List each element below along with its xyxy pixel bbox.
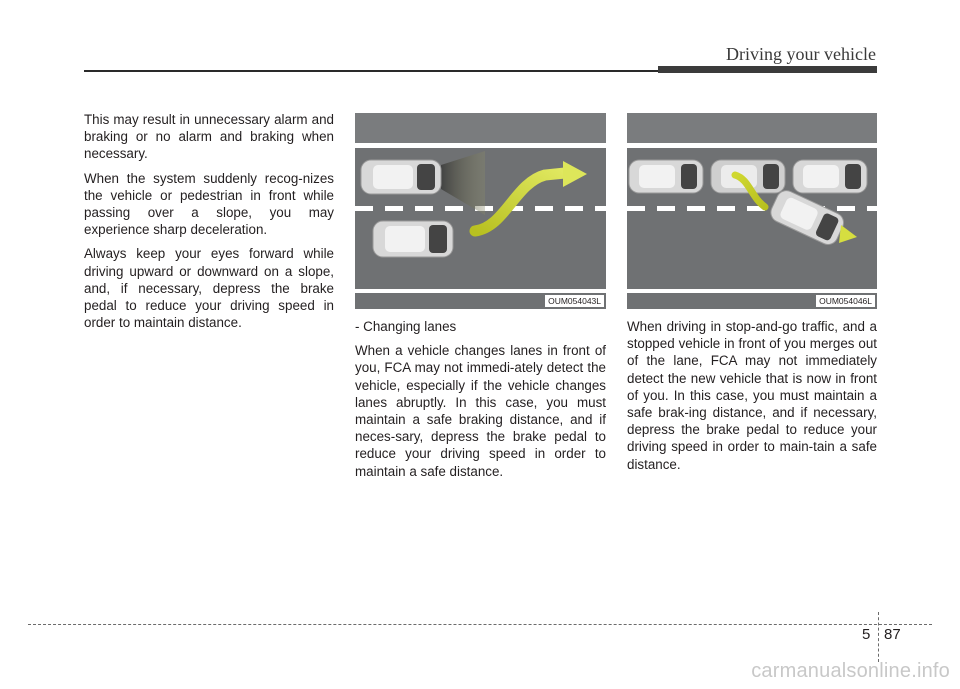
- footer-rule: [28, 624, 932, 625]
- text-column-2: [355, 318, 606, 487]
- figure-code: OUM054043L: [545, 295, 604, 307]
- road-illustration-changing-lanes: [355, 113, 606, 309]
- lane-dashed-line: [627, 206, 877, 211]
- figure-stop-and-go: [627, 113, 877, 309]
- text-column-1: [84, 111, 334, 338]
- car-icon: [373, 221, 453, 257]
- car-icon: [629, 160, 703, 193]
- car-icon: [793, 160, 867, 193]
- page-number: 87: [884, 626, 901, 643]
- lane-edge-line: [627, 143, 877, 148]
- paragraph: When a vehicle changes lanes in front of you, FCA may not immedi-ately detect the vehicle, especially if the vehicle changes lanes abruptly. In this case, you must maintain a safe braking distance, and if neces-sary, depress the brake pedal to reduce your driving speed in order to maintain a safe distance.: [355, 343, 606, 479]
- watermark: carmanualsonline.info: [751, 660, 950, 682]
- page-number-separator: [878, 612, 879, 662]
- paragraph: When driving in stop-and-go traffic, and a stopped vehicle in front of you merges out of the lane, FCA may not immediately detect the new vehicle that is now in front of you. In this case, you must maintain a safe brak-ing distance, and if necessary, depress the brake pedal to reduce your driving speed in order to main-tain a safe distance.: [627, 319, 877, 472]
- lane-edge-line: [627, 289, 877, 293]
- paragraph: When the system suddenly recog-nizes the vehicle or pedestrian in front while passing over a slope, you may experience sharp deceleration.: [84, 170, 334, 238]
- header-rule-thin: [84, 70, 660, 72]
- header-rule-thick: [658, 66, 877, 73]
- chapter-number: 5: [862, 626, 871, 643]
- section-header-title: Driving your vehicle: [726, 44, 876, 64]
- paragraph: Always keep your eyes forward while driving upward or downward on a slope, and, if necessary, depress the brake pedal to reduce your driving speed in order to maintain distance.: [84, 246, 334, 331]
- text-column-3: [627, 318, 877, 480]
- car-icon: [361, 160, 441, 194]
- figure-code: OUM054046L: [816, 295, 875, 307]
- paragraph: This may result in unnecessary alarm and braking or no alarm and braking when necessary.: [84, 112, 334, 162]
- lane-edge-line: [355, 143, 606, 148]
- lane-edge-line: [355, 289, 606, 293]
- road-illustration-stop-and-go: [627, 113, 877, 309]
- subheading-changing-lanes: - Changing lanes: [355, 319, 457, 334]
- figure-changing-lanes: [355, 113, 606, 309]
